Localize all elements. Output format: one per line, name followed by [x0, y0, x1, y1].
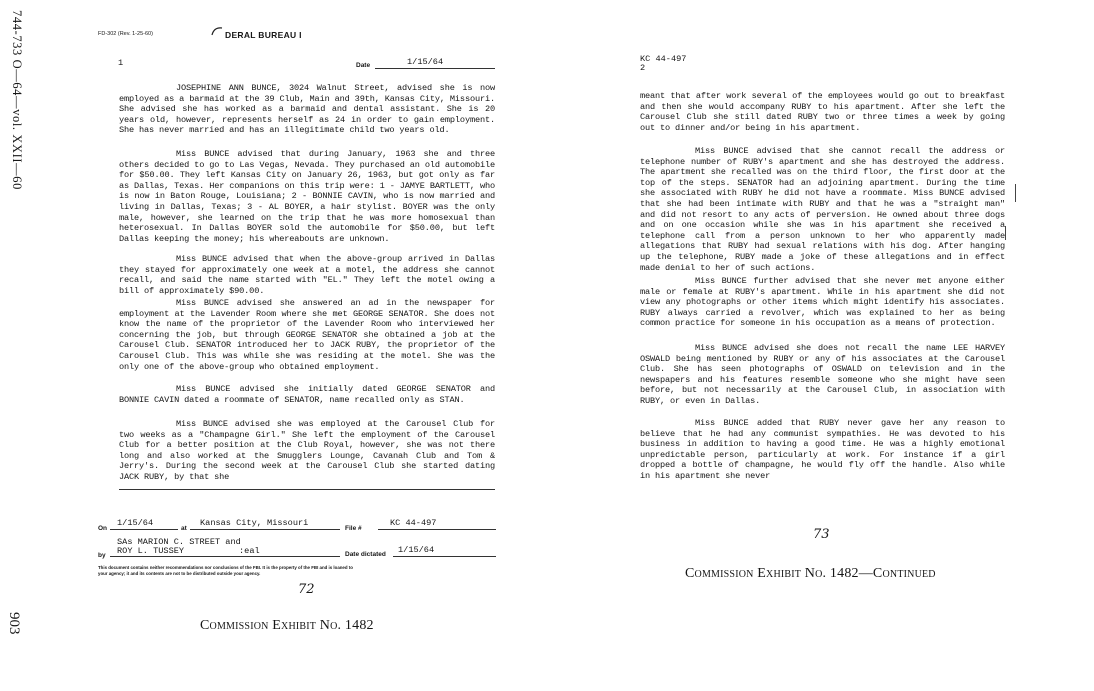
file-number: KC 44-497 — [390, 518, 437, 528]
right-paragraph-4: Miss BUNCE advised she does not recall the name LEE HARVEY OSWALD being mentioned by RUBY or any of his associates at the Carousel Club. She has seen photographs of OSWALD on television and in the newspapers and his features resemble someone who she might have seen before, but not necessarily at the Carousel Club, in association with RUBY, or even in Dallas. — [640, 343, 1005, 406]
page-number: 903 — [6, 612, 22, 635]
right-paragraph-2: Miss BUNCE advised that she cannot recall the address or telephone number of RUBY's apartment and she has destroyed the address. The apartment she recalled was on the third floor, the first door at the top of the steps. SENATOR had an adjoining apartment. During the time she associated with RUBY he did not have a roommate. Miss BUNCE advised that she had been intimate with RUBY and that he was a "straight man" and did not resort to any acts of perversion. He owned about three dogs and on one occasion while she was in his apartment she received a telephone call from a person unknown to her who apparently made allegations that RUBY had sexual relations with his dog. After hanging up the telephone, RUBY made a joke of these allegations and in effect made denial to her of such actions. — [640, 146, 1005, 273]
by-label: by — [98, 552, 106, 559]
dictated-underline — [393, 556, 496, 557]
bureau-heading: DERAL BUREAU I — [225, 30, 302, 40]
location: Kansas City, Missouri — [200, 518, 309, 528]
right-paragraph-3: Miss BUNCE further advised that she never met anyone either male or female at RUBY's apartment. While in his apartment she did not view any photographs or other items which might identify his associates. RUBY always carried a revolver, which was explained to her as being common practice for someone in his occupation as a means of protection. — [640, 276, 1005, 329]
date-label: Date — [356, 62, 371, 69]
form-number: FD-302 (Rev. 1-25-60) — [98, 31, 153, 37]
dictated-date: 1/15/64 — [398, 545, 435, 555]
left-paragraph-4: Miss BUNCE advised she answered an ad in the newspaper for employment at the Lavender Room where she met GEORGE SENATOR. She does not know the name of the proprietor of the Lavender Room who interviewed her concerning the job, but through GEORGE SENATOR she obtained a job at the Carousel Club. SENATOR introduced her to JACK RUBY, the proprietor of the Carousel Club. This was while she was residing at the motel. She was the only one of the above-group who obtained employment. — [119, 298, 495, 372]
left-paragraph-6: Miss BUNCE advised she was employed at the Carousel Club for two weeks as a "Champagne Girl." She left the employment of the Carousel Club for a better position at the Club Royal, however, she was not there long and also worked at the Smugglers Lounge, Cavanah Club and Tom & Jerry's. During the second week at the Carousel Club she started dating JACK RUBY, by that she — [119, 419, 495, 482]
margin-mark-2 — [1005, 226, 1006, 240]
left-paragraph-5: Miss BUNCE advised she initially dated GEORGE SENATOR and BONNIE CAVIN dated a roommate of SENATOR, name recalled only as STAN. — [119, 384, 495, 405]
on-date: 1/15/64 — [117, 518, 154, 528]
typist-initials: :eal — [239, 546, 260, 556]
file-label: File # — [345, 525, 362, 532]
at-label: at — [181, 525, 187, 532]
on-label: On — [98, 525, 108, 532]
volume-margin-text: 744-733 O—64—vol. XXII—60 — [10, 10, 24, 190]
left-paragraph-3: Miss BUNCE advised that when the above-group arrived in Dallas they stayed for approximately one week at a motel, the address she cannot recall, and said the name started with "EL." They left the motel owing a bill of approximately $90.00. — [119, 254, 495, 296]
exhibit-caption-right-text: Commission Exhibit No. 1482—Continued — [685, 566, 936, 581]
margin-mark-1 — [1015, 184, 1016, 202]
right-page-index: 2 — [640, 63, 646, 73]
right-file-ref: KC 44-497 — [640, 54, 687, 64]
file-underline — [378, 529, 496, 530]
agents-line-2: ROY L. TUSSEY — [117, 546, 185, 556]
exhibit-caption-left — [200, 618, 374, 634]
right-paragraph-5: Miss BUNCE added that RUBY never gave her any reason to believe that he had any communist sympathies. He was devoted to his business in addition to having a good time. He was a highly emotional unpredictable person, particularly at work. For instance if a girl dropped a bottle of champagne, he would fly off the handle. Also while in his apartment she never — [640, 418, 1005, 481]
disclaimer-line-2: your agency; it and its contents are not to be distributed outside your agency. — [98, 571, 261, 576]
handwritten-page-number-right: 73 — [813, 527, 830, 542]
agents-line-1: SAs MARION C. STREET and — [117, 537, 241, 547]
dictated-label: Date dictated — [345, 551, 386, 558]
exhibit-caption-left-text: Commission Exhibit No. 1482 — [200, 618, 374, 633]
on-underline — [110, 529, 178, 530]
at-underline — [190, 529, 340, 530]
report-date: 1/15/64 — [407, 57, 444, 67]
left-page-index: 1 — [118, 58, 124, 68]
handwritten-page-number-left: 72 — [298, 582, 315, 597]
date-underline — [375, 68, 495, 69]
left-paragraph-1: JOSEPHINE ANN BUNCE, 3024 Walnut Street, advised she is now employed as a barmaid at the 39 Club, Main and 39th, Kansas City, Missouri. She advised she has worked as a barmaid and dental assistant. She is 20 years old, however, represents herself as 24 in order to gain employment. She has never married and has an illegitimate child two years old. — [119, 83, 495, 136]
disclaimer-line-1: This document contains neither recommendations nor conclusions of the FBI. It is the property of the FBI and is loaned to — [98, 565, 353, 570]
by-underline — [110, 556, 340, 557]
right-paragraph-1: meant that after work several of the employees would go out to breakfast and then she would accompany RUBY to his apartment. After she left the Carousel Club she still dated RUBY two or three times a week by going out to dinner and/or being in his apartment. — [640, 91, 1005, 133]
exhibit-caption-right — [685, 566, 936, 582]
left-paragraph-2: Miss BUNCE advised that during January, 1963 she and three others decided to go to Las Vegas, Nevada. They purchased an old automobile for $50.00. They left Kansas City on January 26, 1963, but got only as far as Dallas, Texas. Her companions on this trip were: 1 - JAMYE BARTLETT, who is now in Baton Rouge, Louisiana; 2 - BONNIE CAVIN, who is now married and living in Dallas, Texas; 3 - AL BOYER, a hair stylist. BOYER was the only male, however, she learned on the trip that he was more homosexual than heterosexual. In Dallas BOYER sold the automobile for $50.00, but left Dallas keeping the money; his whereabouts are unknown. — [119, 149, 495, 244]
body-end-rule — [119, 489, 495, 490]
